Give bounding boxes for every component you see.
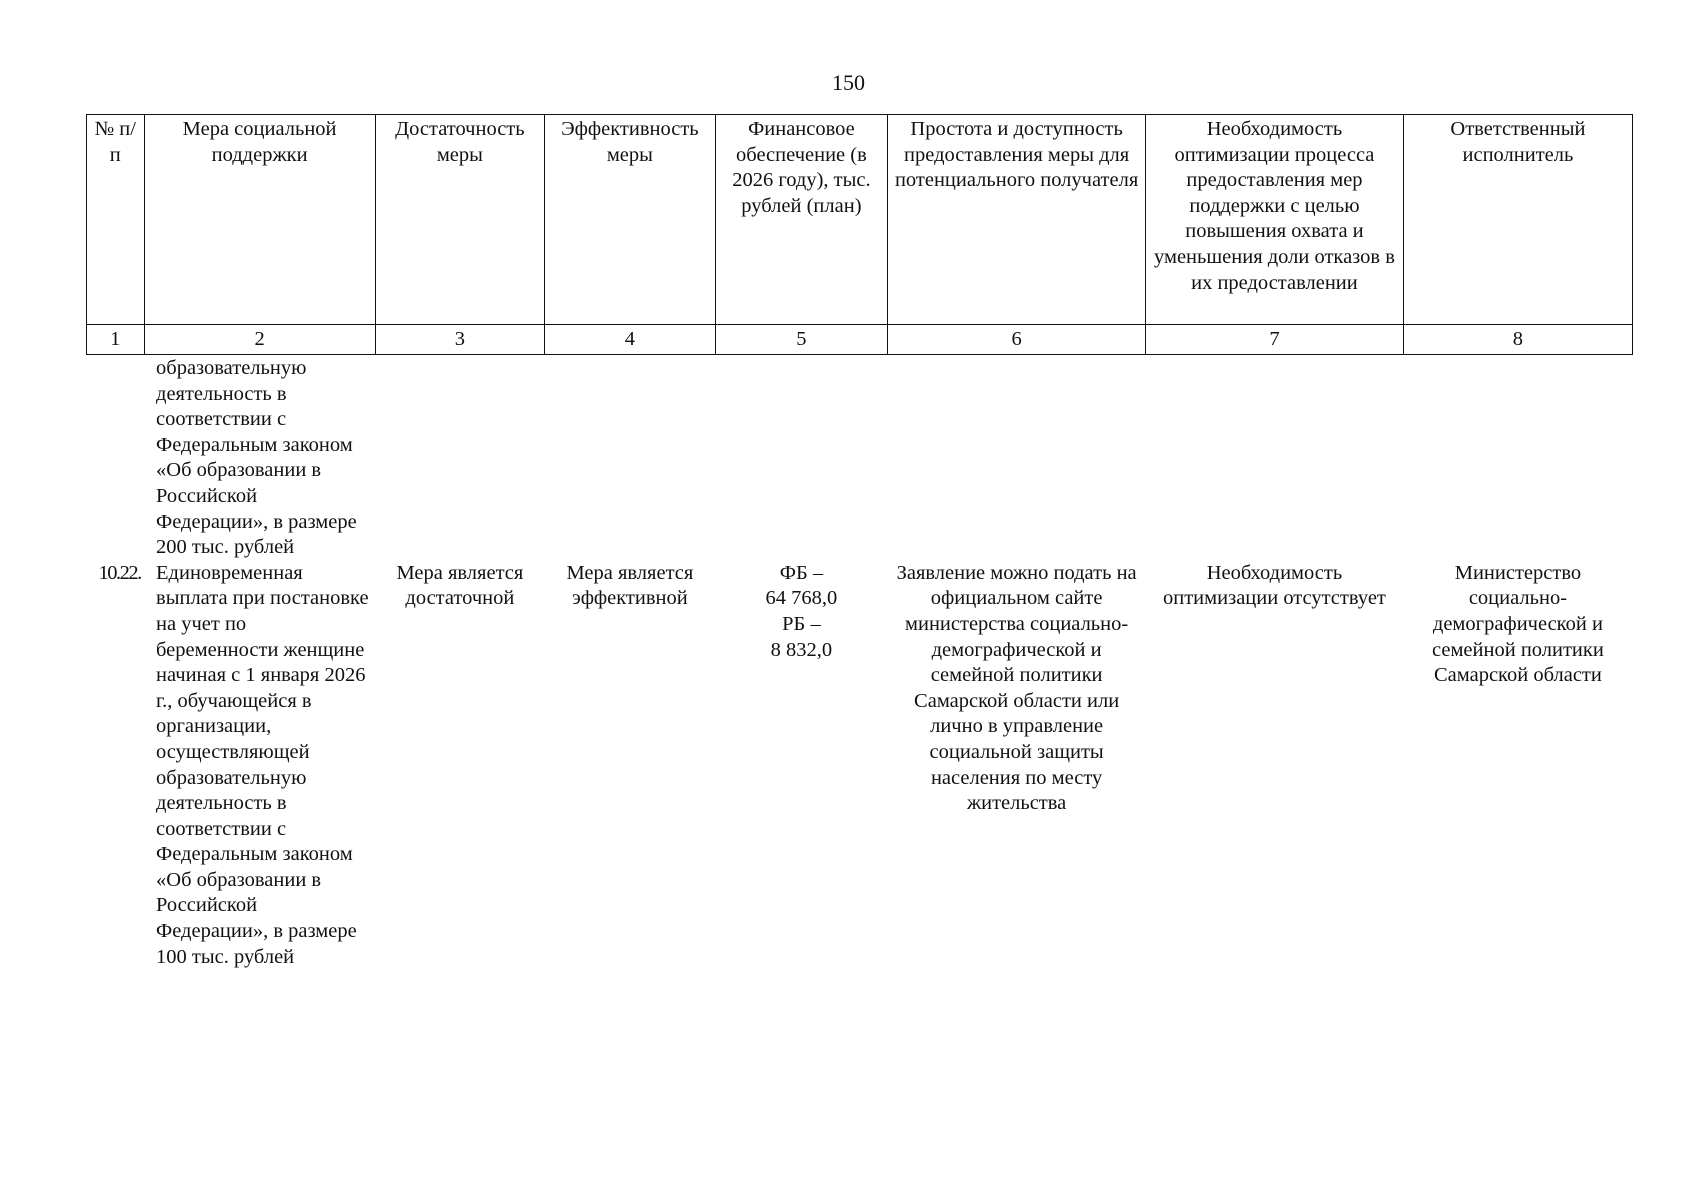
measure-continuation-text: образовательную деятельность в соответствии с Федеральным законом «Об образовании в Российской Федерации», в размере 200 тыс. рублей xyxy=(156,357,357,559)
column-number: 6 xyxy=(888,325,1146,355)
header-financing: Финансовое обеспечение (в 2026 году), тыс. рублей (план) xyxy=(715,115,888,325)
continuation-row xyxy=(87,355,1633,561)
page-number: 150 xyxy=(832,70,865,95)
sufficiency-cell: Мера является достаточной xyxy=(396,561,524,610)
header-responsible: Ответственный исполнитель xyxy=(1403,115,1632,325)
header-sufficiency: Достаточность меры xyxy=(375,115,544,325)
measure-description: Единовременная выплата при постановке на учет по беременности женщине начиная с 1 января 2026 г., обучающейся в организации, осуществляющей образовательную деятельность в соответствии с Федеральным законом «Об образовании в Российской Федерации», в размере 100 тыс. рублей xyxy=(156,561,369,968)
financing-fb-value: 64 768,0 xyxy=(765,587,838,610)
header-row xyxy=(87,115,1633,325)
table-row xyxy=(87,561,1633,971)
column-number: 8 xyxy=(1403,325,1632,355)
optimization-cell: Необходимость оптимизации отсутствует xyxy=(1163,561,1386,610)
column-number: 7 xyxy=(1146,325,1404,355)
financing-cell xyxy=(715,561,888,971)
header-optimization: Необходимость оптимизации процесса предоставления мер поддержки с целью повышения охвата и уменьшения доли отказов в их предоставлении xyxy=(1146,115,1404,325)
column-number: 4 xyxy=(545,325,716,355)
accessibility-cell: Заявление можно подать на официальном сайте министерства социально-демографической и семейной политики Самарской области или лично в управление социальной защиты населения по месту жительства xyxy=(896,561,1137,815)
support-measures-table xyxy=(86,114,1633,970)
financing-rb-value: 8 832,0 xyxy=(770,638,833,661)
responsible-cell: Министерство социально-демографической и семейной политики Самарской области xyxy=(1432,561,1604,687)
effectiveness-cell: Мера является эффективной xyxy=(566,561,694,610)
column-numbers-row xyxy=(87,325,1633,355)
column-number: 2 xyxy=(144,325,375,355)
financing-rb-label: РБ – xyxy=(782,612,821,635)
column-number: 5 xyxy=(715,325,888,355)
row-index: 10.22. xyxy=(98,561,141,584)
financing-fb-label: ФБ – xyxy=(779,561,824,584)
header-accessibility: Простота и доступность предоставления меры для потенциального получателя xyxy=(888,115,1146,325)
header-number: № п/п xyxy=(87,115,145,325)
header-effectiveness: Эффективность меры xyxy=(545,115,716,325)
column-number: 3 xyxy=(375,325,544,355)
column-number: 1 xyxy=(87,325,145,355)
header-measure: Мера социальной поддержки xyxy=(144,115,375,325)
